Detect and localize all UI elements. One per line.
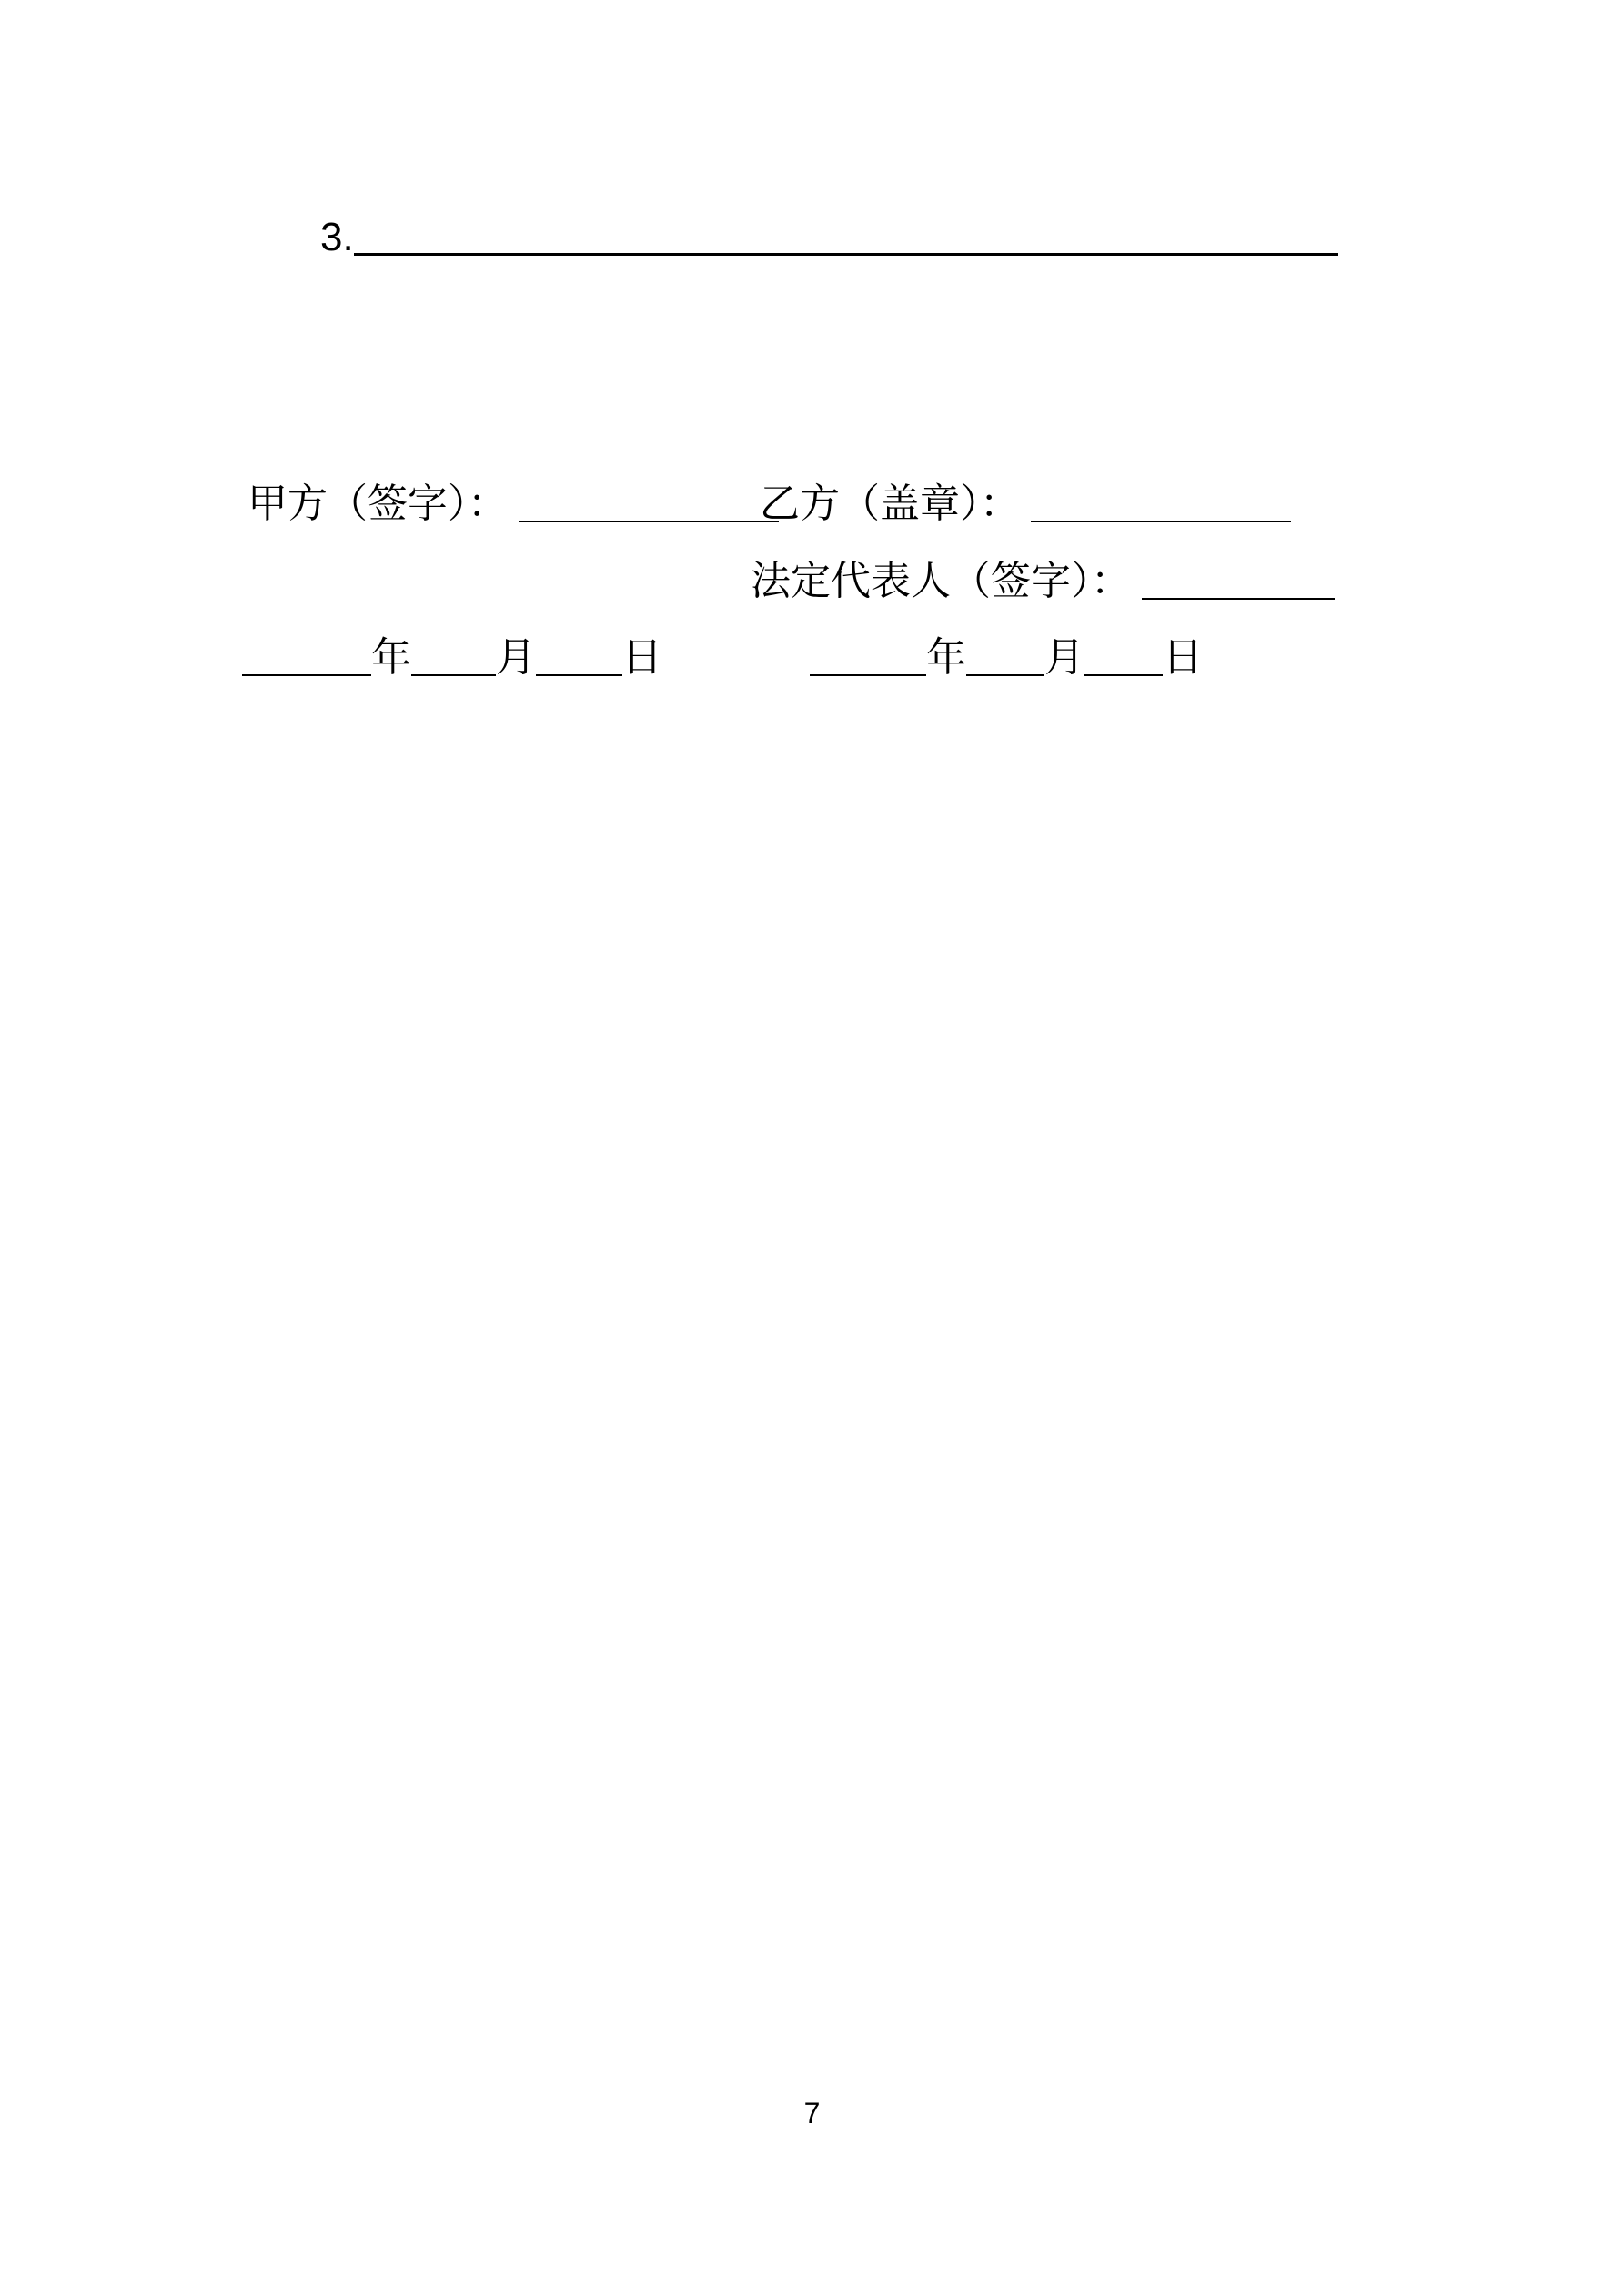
party-b-date-line <box>810 634 1203 680</box>
party-a-signature-blank <box>519 480 779 522</box>
month-label: 月 <box>496 635 536 680</box>
party-b-seal-line <box>760 480 1291 526</box>
month-blank <box>411 634 496 676</box>
party-b-seal-blank <box>1031 480 1291 522</box>
legal-rep-signature-line <box>751 558 1335 603</box>
year-blank <box>242 634 371 676</box>
day-blank <box>1084 634 1163 676</box>
year-label: 年 <box>926 635 966 680</box>
party-a-label: 甲方（签字）： <box>247 481 508 526</box>
party-b-label: 乙方（盖章）： <box>760 481 1020 526</box>
numbered-item-3 <box>320 213 1338 259</box>
day-blank <box>536 634 622 676</box>
party-a-signature-line <box>247 480 779 526</box>
page-number: 7 <box>803 2097 821 2129</box>
year-label: 年 <box>371 635 411 680</box>
day-label: 日 <box>622 635 662 680</box>
month-label: 月 <box>1044 635 1084 680</box>
party-a-date-line <box>242 634 662 680</box>
blank-line-item-3 <box>354 213 1338 256</box>
list-item-number: 3. <box>320 215 354 259</box>
year-blank <box>810 634 926 676</box>
month-blank <box>966 634 1044 676</box>
day-label: 日 <box>1163 635 1203 680</box>
legal-rep-label: 法定代表人（签字）： <box>751 559 1131 603</box>
legal-rep-signature-blank <box>1142 558 1335 600</box>
